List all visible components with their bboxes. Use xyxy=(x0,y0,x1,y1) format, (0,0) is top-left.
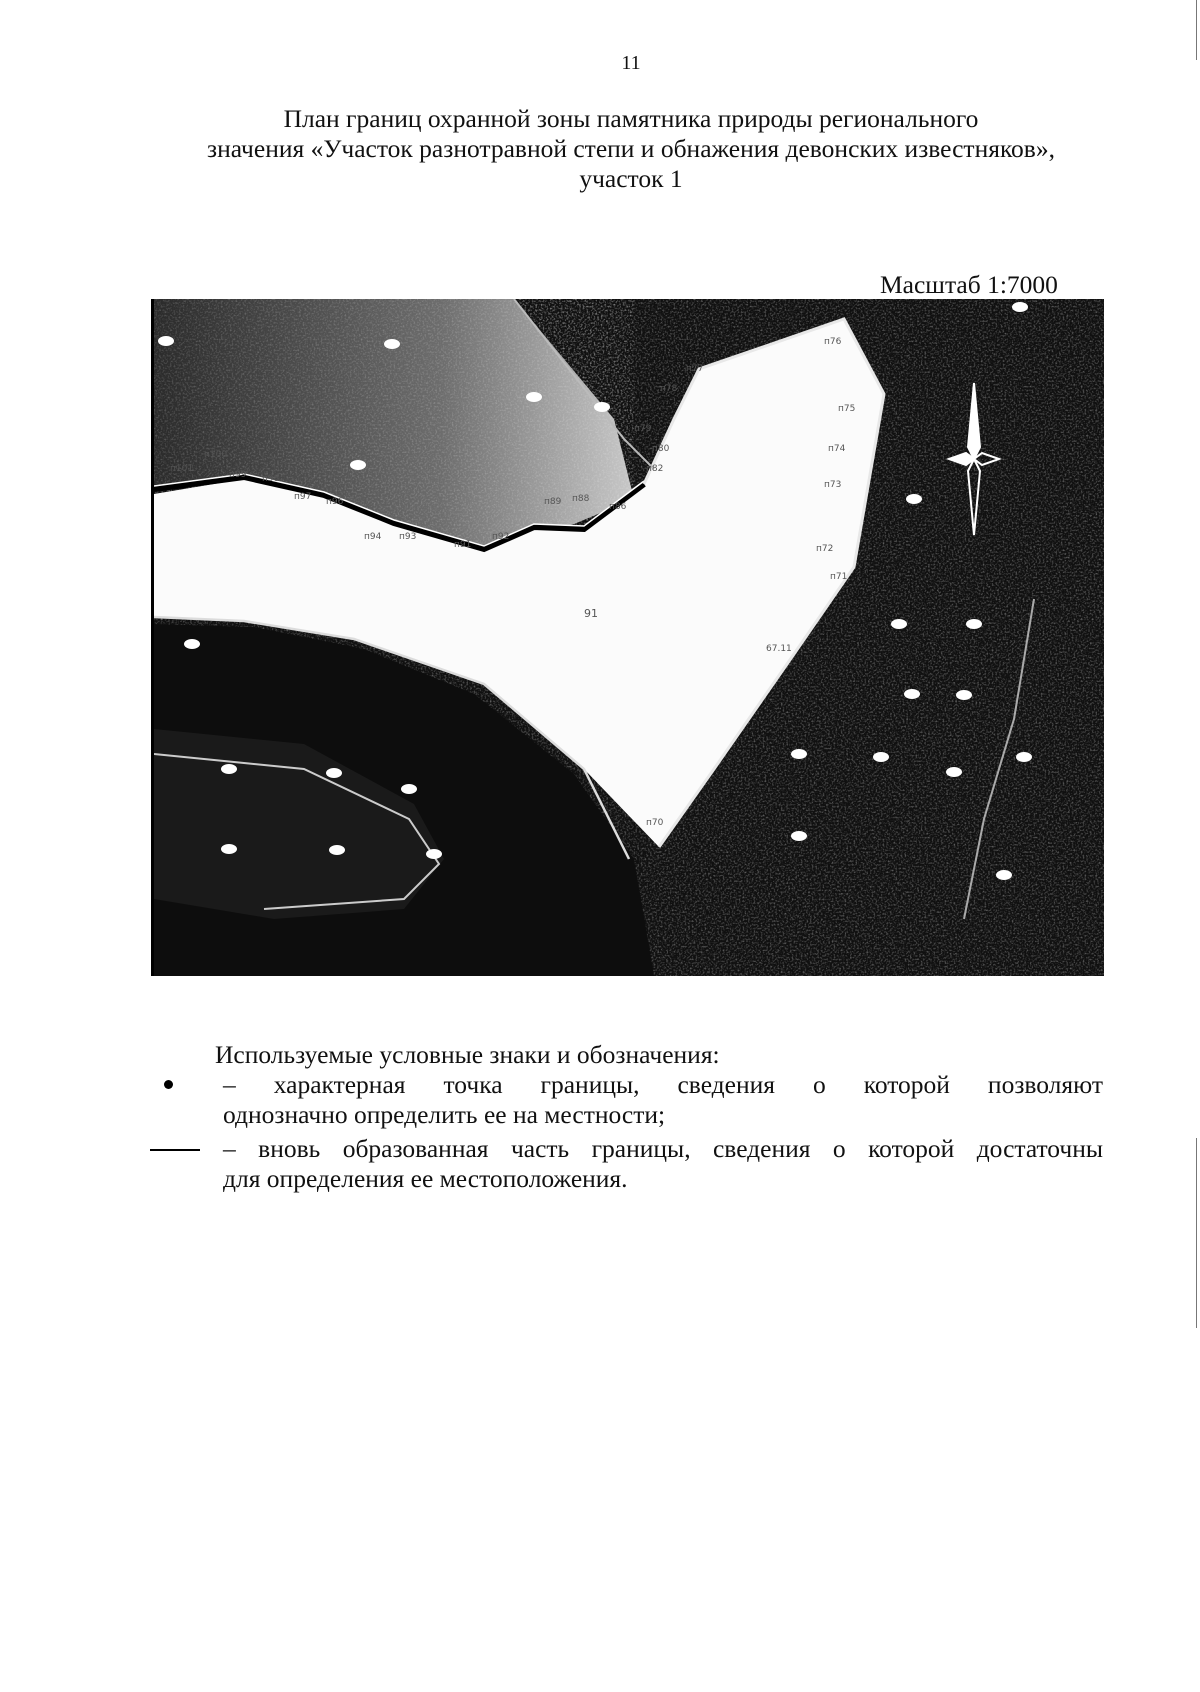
point-label: п94 xyxy=(364,532,382,542)
title-line-2: значения «Участок разнотравной степи и обнажения девонских известняков», xyxy=(207,134,1055,163)
legend-item-boundary xyxy=(223,1134,1103,1194)
point-label: п92 xyxy=(492,532,510,542)
point-label: п75 xyxy=(838,404,856,414)
point-label: п99 xyxy=(229,470,247,480)
point-label: п79 xyxy=(634,424,652,434)
legend-item-points xyxy=(223,1070,1103,1130)
marker xyxy=(184,639,200,649)
page-number: 11 xyxy=(621,52,641,74)
boundary-map xyxy=(151,299,1104,976)
marker xyxy=(946,767,962,777)
marker xyxy=(791,831,807,841)
marker xyxy=(904,689,920,699)
marker xyxy=(996,870,1012,880)
zone-label: 91 xyxy=(584,607,598,620)
boundary-point-symbol xyxy=(164,1080,173,1089)
point-label: п89 xyxy=(544,497,562,507)
legend-item-points-line-1: – характерная точка границы, сведения о которой позволяют xyxy=(223,1070,1103,1099)
document-title xyxy=(150,104,1112,194)
marker xyxy=(906,494,922,504)
point-label: п101 xyxy=(170,464,194,474)
boundary-line-symbol xyxy=(150,1149,200,1151)
legend-title: Используемые условные знаки и обозначения: xyxy=(215,1040,720,1069)
point-label: 67.11 xyxy=(766,644,792,654)
point-label: п97 xyxy=(294,492,312,502)
marker xyxy=(426,849,442,859)
point-label: п82 xyxy=(646,464,664,474)
point-label: п96 xyxy=(326,497,344,507)
marker xyxy=(221,764,237,774)
point-label: п77 xyxy=(686,364,704,374)
point-label: п93 xyxy=(399,532,417,542)
marker xyxy=(956,690,972,700)
margin-mark xyxy=(1196,0,1197,60)
legend-item-boundary-line-2: для определения ее местоположения. xyxy=(223,1164,628,1193)
marker xyxy=(594,402,610,412)
marker xyxy=(329,845,345,855)
title-line-1: План границ охранной зоны памятника природы регионального xyxy=(283,104,979,133)
marker xyxy=(891,619,907,629)
marker xyxy=(873,752,889,762)
marker xyxy=(350,460,366,470)
marker xyxy=(384,339,400,349)
marker xyxy=(526,392,542,402)
point-label: п98 xyxy=(262,474,280,484)
title-line-3: участок 1 xyxy=(579,164,683,193)
point-label: п74 xyxy=(828,444,846,454)
marker xyxy=(158,336,174,346)
marker xyxy=(1012,302,1028,312)
point-label: п91 xyxy=(454,540,472,550)
legend-item-boundary-line-1: – вновь образованная часть границы, сведения о которой достаточны xyxy=(223,1134,1103,1163)
point-label: п78 xyxy=(660,384,678,394)
marker xyxy=(221,844,237,854)
marker xyxy=(401,784,417,794)
marker xyxy=(326,768,342,778)
marker xyxy=(966,619,982,629)
point-label: п76 xyxy=(824,337,842,347)
point-label: п86 xyxy=(609,502,627,512)
point-label: п70 xyxy=(646,818,664,828)
point-label: п72 xyxy=(816,544,834,554)
marker xyxy=(791,749,807,759)
map-scale: Масштаб 1:7000 xyxy=(880,270,1058,299)
margin-mark xyxy=(1196,1138,1197,1328)
marker xyxy=(1016,752,1032,762)
legend-item-points-line-2: однозначно определить ее на местности; xyxy=(223,1100,666,1129)
point-label: п88 xyxy=(572,494,590,504)
point-label: п73 xyxy=(824,480,842,490)
point-label: п80 xyxy=(652,444,670,454)
map-image xyxy=(154,299,1104,976)
point-label: п71 xyxy=(830,572,848,582)
point-label: п100 xyxy=(204,450,228,460)
